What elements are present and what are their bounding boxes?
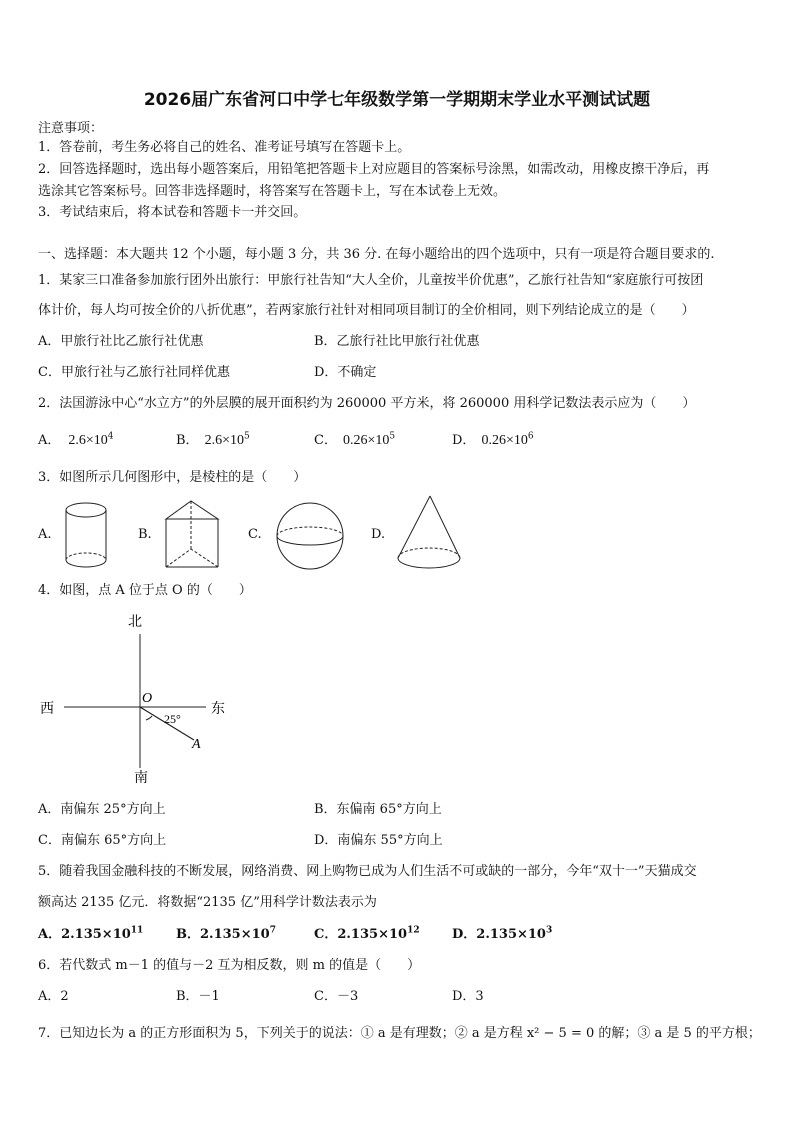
q6-option-d: D．3: [452, 989, 484, 1004]
sphere-figure: [272, 502, 348, 572]
q5-option-c: C．$2.135\times 10^{12}$: [314, 925, 420, 942]
section-heading: 一、选择题：本大题共 12 个小题，每小题 3 分，共 36 分. 在每小题给出的四个选项中，只有一项是符合题目要求的.: [38, 247, 715, 262]
notice-item-1: 1．答卷前，考生务必将自己的姓名、准考证号填写在答题卡上。: [38, 140, 411, 155]
fig-angle-label: 25°: [164, 712, 181, 726]
q4-option-c: C．南偏东 65°方向上: [38, 833, 167, 848]
q5-stem-line2: 额高达 2135 亿元．将数据“2135 亿”用科学计数法表示为: [38, 895, 377, 910]
triangular-prism-figure: [160, 497, 224, 573]
notice-item-2-cont: 选涂其它答案标号。回答非选择题时，将答案写在答题卡上，写在本试卷上无效。: [38, 184, 507, 199]
notice-heading: 注意事项：: [38, 121, 104, 136]
q6-stem: 6．若代数式 m－1 的值与－2 互为相反数，则 m 的值是（ ）: [38, 958, 421, 973]
q2-option-d: D． $0.26\times 10^6$: [452, 431, 534, 448]
q5-stem-line1: 5．随着我国金融科技的不断发展，网络消费、网上购物已成为人们生活不可或缺的一部分，今年“双十一”天猫成交: [38, 864, 697, 879]
q3-option-b-label: B.: [138, 527, 152, 542]
q6-option-c: C．－3: [314, 989, 359, 1004]
q6-option-a: A．2: [38, 989, 69, 1004]
q1-option-a: A．甲旅行社比乙旅行社优惠: [38, 334, 204, 349]
page-title: 2026届广东省河口中学七年级数学第一学期期末学业水平测试试题: [143, 90, 651, 110]
q4-stem: 4．如图，点 A 位于点 O 的（ ）: [38, 583, 252, 598]
fig-south-label: 南: [134, 771, 148, 786]
q2-option-b: B． $2.6\times 10^5$: [176, 431, 250, 448]
q1-stem-line1: 1．某家三口准备参加旅行团外出旅行：甲旅行社告知“大人全价，儿童按半价优惠”，乙旅行社告知“家庭旅行可按团: [38, 273, 704, 288]
cone-figure: [394, 494, 464, 576]
notice-item-2: 2．回答选择题时，选出每小题答案后，用铅笔把答题卡上对应题目的答案标号涂黑，如需改动，用橡皮擦干净后，再: [38, 162, 710, 177]
q1-option-b: B．乙旅行社比甲旅行社优惠: [314, 334, 480, 349]
q4-option-d: D．南偏东 55°方向上: [314, 833, 443, 848]
fig-east-label: 东: [211, 702, 225, 717]
q5-option-d: D．$2.135\times 10^3$: [452, 925, 553, 942]
fig-point-label: A: [192, 737, 201, 752]
q5-option-b: B．$2.135\times 10^7$: [176, 925, 276, 942]
q3-option-a-label: A.: [38, 527, 52, 542]
q7-stem: 7．已知边长为 a 的正方形面积为 5，下列关于的说法：① a 是有理数；② a 是方程 x² − 5 = 0 的解；③ a 是 5 的平方根；: [38, 1026, 761, 1041]
fig-north-label: 北: [128, 615, 142, 630]
q2-stem: 2．法国游泳中心“水立方”的外层膜的展开面积约为 260000 平方米，将 260000 用科学记数法表示应为（ ）: [38, 396, 696, 411]
q6-option-b: B．－1: [176, 989, 220, 1004]
q1-option-d: D．不确定: [314, 365, 377, 380]
q3-option-d-label: D.: [371, 527, 386, 542]
q3-option-c-label: C.: [248, 527, 262, 542]
q4-option-a: A．南偏东 25°方向上: [38, 802, 166, 817]
q1-option-c: C．甲旅行社与乙旅行社同样优惠: [38, 365, 230, 380]
fig-origin-label: O: [142, 691, 153, 706]
q4-option-b: B．东偏南 65°方向上: [314, 802, 442, 817]
q2-option-c: C． $0.26\times 10^5$: [314, 431, 396, 448]
q5-option-a: A．$2.135\times 10^{11}$: [38, 925, 144, 942]
q3-stem: 3．如图所示几何图形中，是棱柱的是（ ）: [38, 470, 307, 485]
cylinder-figure: [60, 500, 112, 572]
notice-item-3: 3．考试结束后，将本试卷和答题卡一并交回。: [38, 205, 307, 220]
compass-figure: [36, 610, 236, 790]
q1-stem-line2: 体计价，每人均可按全价的八折优惠”，若两家旅行社针对相同项目制订的全价相同，则下列结论成立的是（ ）: [38, 303, 695, 318]
q2-option-a: A． $2.6\times 10^4$: [38, 431, 114, 448]
fig-west-label: 西: [40, 702, 54, 717]
